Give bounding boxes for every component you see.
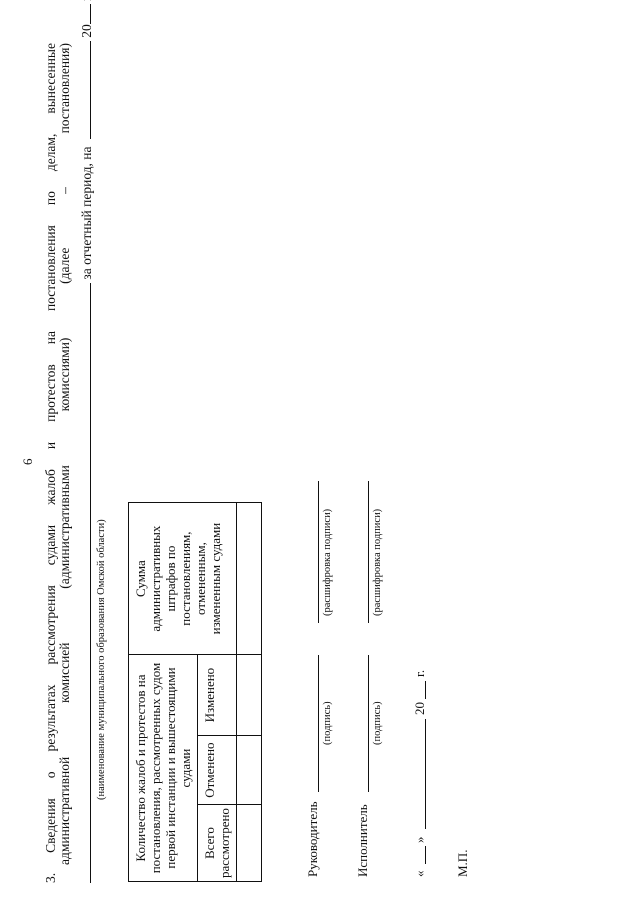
- date-year-prefix: 20: [412, 702, 427, 715]
- date-open-quote: «: [412, 870, 427, 877]
- table-cell[interactable]: [237, 736, 262, 805]
- heading-line-2: [58, 43, 72, 883]
- period-prefix: за отчетный период, на: [79, 146, 94, 280]
- header-sum-cell: Сумма административных штрафов по постановлениям, отмененным, измененным судами: [129, 503, 237, 655]
- year-prefix: 20: [79, 24, 94, 38]
- heading-line-3: [79, 24, 95, 883]
- table-header-row: [129, 503, 198, 882]
- section-heading: [44, 43, 72, 883]
- head-signature-line[interactable]: [318, 655, 319, 792]
- executor-decode-line[interactable]: [368, 481, 369, 623]
- table-row: [237, 503, 262, 882]
- date-day-blank[interactable]: [425, 846, 426, 864]
- executor-label: Исполнитель: [355, 804, 370, 877]
- subheader-cancelled: Отменено: [198, 736, 237, 805]
- page-number: 6: [20, 458, 35, 465]
- date-year-blank[interactable]: [425, 681, 426, 699]
- head-signature-caption: (подпись): [322, 701, 333, 745]
- year-suffix: [79, 0, 94, 1]
- date-blank[interactable]: [90, 41, 91, 139]
- head-decode-caption: (расшифровка подписи): [322, 508, 333, 616]
- heading-word: (далее: [57, 247, 72, 284]
- municipality-caption: (наименование муниципального образования Омской области): [96, 519, 107, 800]
- year-blank[interactable]: [90, 4, 91, 24]
- heading-word: постановления): [57, 43, 72, 134]
- head-decode-line[interactable]: [318, 481, 319, 623]
- date-close-quote: »: [412, 836, 427, 843]
- executor-signature-caption: (подпись): [372, 701, 383, 745]
- header-count-cell: Количество жалоб и протестов на постановления, рассмотренных судом первой инстанции и вышестоящими судами: [129, 655, 198, 882]
- stamp-label: М.П.: [455, 849, 470, 877]
- executor-signature-line[interactable]: [368, 655, 369, 792]
- subheader-total: Всего рассмотрено: [198, 805, 237, 882]
- table-cell[interactable]: [237, 655, 262, 736]
- head-label: Руководитель: [305, 801, 320, 877]
- table-cell[interactable]: [237, 805, 262, 882]
- subheader-changed: Изменено: [198, 655, 237, 736]
- executor-decode-caption: (расшифровка подписи): [372, 508, 383, 616]
- heading-line-1: 3. Сведения о результатах рассмотрения судами жалоб и протестов на постановления по делам, вынесенные: [43, 43, 58, 883]
- heading-word: –: [57, 187, 72, 194]
- table-cell[interactable]: [237, 503, 262, 655]
- heading-word: административной: [57, 756, 72, 865]
- heading-word: (административными: [57, 465, 72, 589]
- municipality-blank[interactable]: [90, 283, 91, 883]
- date-year-suffix: г.: [412, 669, 427, 677]
- date-month-blank[interactable]: [425, 719, 426, 829]
- heading-word: комиссией: [57, 642, 72, 704]
- heading-word: комиссиями): [57, 337, 72, 412]
- appeals-table: [128, 502, 262, 882]
